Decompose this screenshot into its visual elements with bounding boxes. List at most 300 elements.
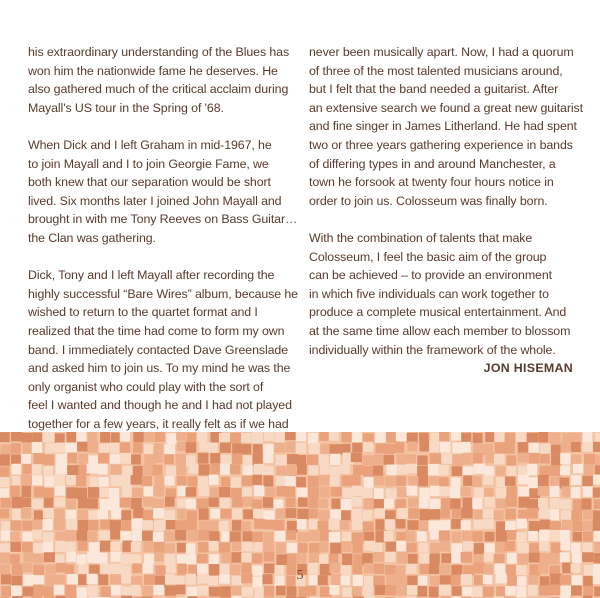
mosaic-tile: [142, 531, 153, 541]
mosaic-tile: [406, 530, 416, 541]
mosaic-tile: [241, 521, 251, 532]
mosaic-tile: [88, 432, 98, 443]
mosaic-tile: [274, 565, 284, 576]
mosaic-tile: [275, 432, 285, 442]
mosaic-tile: [384, 444, 395, 454]
mosaic-tile: [549, 553, 560, 564]
mosaic-tile: [329, 585, 339, 595]
mosaic-tile: [241, 574, 252, 584]
mosaic-tile: [473, 453, 483, 464]
mosaic-tile: [516, 519, 526, 529]
mosaic-tile: [120, 442, 130, 453]
mosaic-tile: [505, 509, 515, 520]
text-line: both knew that our separation would be short: [28, 175, 271, 190]
mosaic-tile: [285, 432, 296, 440]
text-line: Dick, Tony and I left Mayall after recording the: [28, 268, 275, 283]
mosaic-tile: [308, 476, 319, 487]
mosaic-tile: [33, 554, 43, 564]
mosaic-tile: [166, 433, 177, 444]
mosaic-tile: [373, 454, 384, 464]
mosaic-tile: [54, 475, 65, 486]
mosaic-tile: [143, 541, 153, 552]
mosaic-tile: [364, 477, 374, 488]
mosaic-tile: [550, 498, 560, 509]
mosaic-tile: [210, 509, 221, 519]
mosaic-tile: [385, 519, 395, 530]
mosaic-tile: [100, 564, 111, 575]
text-line: When Dick and I left Graham in mid-1967, he: [28, 137, 272, 152]
mosaic-tile: [593, 510, 600, 520]
mosaic-tile: [23, 587, 34, 597]
mosaic-tile: [78, 510, 89, 520]
mosaic-tile: [429, 442, 439, 452]
mosaic-tile: [594, 553, 600, 563]
mosaic-tile: [286, 530, 296, 540]
mosaic-tile: [67, 453, 77, 464]
mosaic-tile: [188, 476, 199, 486]
mosaic-tile: [517, 553, 528, 564]
mosaic-tile: [121, 574, 132, 584]
mosaic-tile: [197, 432, 208, 442]
mosaic-tile: [199, 520, 210, 531]
mosaic-tile: [484, 552, 494, 562]
mosaic-tile: [407, 442, 417, 452]
mosaic-tile: [417, 586, 427, 597]
mosaic-tile: [309, 530, 320, 541]
mosaic-tile: [285, 486, 295, 497]
mosaic-tile: [573, 532, 583, 542]
mosaic-tile: [430, 530, 440, 540]
mosaic-tile: [551, 455, 561, 466]
mosaic-tile: [210, 464, 220, 475]
mosaic-tile: [87, 586, 98, 597]
mosaic-tile: [131, 554, 141, 564]
mosaic-tile: [384, 499, 394, 509]
mosaic-tile: [254, 486, 264, 497]
mosaic-tile: [451, 543, 462, 553]
mosaic-tile: [308, 433, 318, 444]
mosaic-tile: [186, 487, 197, 497]
mosaic-tile: [308, 497, 318, 508]
mosaic-tile: [297, 519, 307, 529]
mosaic-tile: [329, 519, 340, 530]
mosaic-tile: [253, 576, 263, 587]
mosaic-tile: [66, 487, 77, 498]
mosaic-tile: [374, 508, 385, 518]
mosaic-tile: [87, 464, 98, 474]
mosaic-tile: [110, 520, 121, 530]
mosaic-tile: [297, 464, 307, 475]
mosaic-tile: [560, 541, 570, 551]
mosaic-tile: [54, 497, 65, 507]
mosaic-tile: [472, 476, 482, 487]
mosaic-tile: [461, 552, 472, 563]
mosaic-tile: [155, 552, 165, 562]
mosaic-tile: [89, 542, 100, 553]
mosaic-tile: [485, 432, 495, 442]
mosaic-tile: [572, 575, 582, 586]
mosaic-tile: [560, 552, 570, 562]
mosaic-tile: [285, 442, 295, 453]
mosaic-tile: [263, 453, 273, 463]
mosaic-tile: [407, 520, 418, 530]
mosaic-tile: [307, 586, 317, 596]
mosaic-tile: [264, 510, 275, 520]
mosaic-tile: [219, 564, 229, 574]
mosaic-tile: [318, 542, 328, 552]
mosaic-tile: [395, 499, 406, 509]
mosaic-tile: [164, 554, 175, 565]
mosaic-tile: [430, 432, 440, 443]
mosaic-tile: [188, 464, 198, 474]
mosaic-tile: [221, 552, 232, 563]
mosaic-tile: [452, 532, 462, 543]
mosaic-tile: [472, 531, 483, 542]
mosaic-tile: [474, 519, 484, 529]
mosaic-tile: [65, 585, 76, 596]
mosaic-tile: [309, 575, 319, 585]
mosaic-tile: [264, 432, 274, 441]
mosaic-tile: [276, 455, 287, 466]
mosaic-tile: [44, 488, 54, 499]
mosaic-tile: [243, 465, 253, 476]
mosaic-tile: [538, 486, 549, 496]
mosaic-tile: [165, 497, 175, 507]
mosaic-tile: [352, 564, 362, 574]
mosaic-tile: [584, 454, 595, 465]
mosaic-tile: [461, 487, 471, 497]
mosaic-tile: [209, 554, 219, 564]
mosaic-tile: [264, 564, 274, 574]
mosaic-tile: [319, 554, 329, 565]
mosaic-tile: [11, 443, 21, 453]
mosaic-tile: [177, 564, 187, 575]
mosaic-tile: [419, 442, 429, 452]
text-line: at the same time allow each member to blossom: [309, 323, 571, 338]
mosaic-tile: [517, 543, 528, 554]
mosaic-tile: [474, 543, 484, 554]
mosaic-tile: [187, 554, 197, 564]
mosaic-tile: [463, 466, 474, 476]
mosaic-tile: [582, 521, 592, 531]
mosaic-tile: [539, 541, 549, 551]
mosaic-tile: [286, 508, 297, 518]
mosaic-tile: [582, 498, 592, 509]
mosaic-tile: [571, 442, 581, 452]
mosaic-tile: [439, 585, 450, 596]
mosaic-tile: [10, 486, 20, 497]
mosaic-tile: [144, 487, 155, 497]
mosaic-tile: [120, 587, 131, 597]
mosaic-tile: [0, 466, 10, 476]
mosaic-tile: [406, 564, 416, 574]
mosaic-tile: [385, 552, 396, 562]
mosaic-tile: [45, 443, 56, 453]
mosaic-tile: [77, 442, 87, 452]
mosaic-tile: [407, 576, 418, 587]
mosaic-tile: [318, 499, 328, 509]
mosaic-tile: [386, 542, 397, 552]
mosaic-tile: [429, 586, 439, 597]
mosaic-tile: [120, 453, 131, 464]
mosaic-tile: [439, 477, 449, 488]
mosaic-tile: [45, 564, 55, 574]
mosaic-tile: [220, 464, 231, 475]
mosaic-tile: [208, 442, 218, 452]
mosaic-tile: [463, 541, 474, 551]
mosaic-tile: [1, 574, 11, 584]
mosaic-tile: [341, 432, 351, 442]
mosaic-tile: [144, 444, 155, 455]
mosaic-tile: [329, 563, 340, 574]
mosaic-tile: [529, 453, 540, 463]
mosaic-tile: [319, 475, 330, 485]
mosaic-tile: [98, 464, 108, 475]
mosaic-tile: [307, 455, 318, 465]
mosaic-tile: [22, 521, 33, 531]
mosaic-tile: [551, 444, 561, 454]
mosaic-tile: [219, 542, 230, 553]
mosaic-tile: [397, 465, 408, 475]
mosaic-tile: [408, 508, 419, 519]
mosaic-tile: [353, 465, 364, 475]
text-line: never been musically apart. Now, I had a quorum: [309, 45, 574, 59]
text-line: highly successful “Bare Wires” album, because he: [28, 286, 298, 301]
mosaic-tile: [10, 554, 20, 564]
mosaic-tile: [56, 454, 67, 465]
mosaic-tile: [364, 498, 374, 509]
mosaic-tile: [551, 543, 562, 554]
mosaic-tile: [572, 552, 582, 563]
mosaic-tile: [539, 466, 550, 477]
mosaic-tile: [187, 433, 198, 443]
mosaic-tile: [573, 464, 583, 474]
mosaic-tile: [253, 444, 263, 454]
mosaic-tile: [452, 509, 463, 519]
mosaic-tile: [593, 574, 600, 584]
mosaic-tile: [33, 453, 44, 464]
mosaic-tile: [144, 432, 154, 442]
mosaic-tile: [505, 433, 515, 444]
mosaic-tile: [550, 530, 560, 541]
mosaic-tile: [572, 521, 583, 531]
text-line: Mayall's US tour in the Spring of '68.: [28, 100, 224, 115]
mosaic-tile: [142, 520, 153, 530]
mosaic-tile: [155, 432, 165, 442]
mosaic-tile: [296, 553, 306, 563]
mosaic-tile: [153, 443, 163, 454]
mosaic-tile: [429, 509, 440, 519]
mosaic-tile: [386, 464, 397, 475]
mosaic-tile: [440, 508, 450, 519]
mosaic-tile: [55, 541, 65, 552]
mosaic-tile: [364, 563, 374, 573]
mosaic-tile: [32, 499, 43, 509]
mosaic-tile: [374, 564, 384, 574]
mosaic-tile: [363, 442, 374, 452]
mosaic-tile: [76, 488, 87, 499]
mosaic-tile: [495, 542, 506, 553]
mosaic-tile: [429, 476, 439, 486]
mosaic-tile: [197, 574, 208, 584]
mosaic-tile: [352, 432, 362, 443]
mosaic-tile: [131, 498, 142, 509]
mosaic-tile: [540, 444, 551, 455]
mosaic-tile: [76, 531, 87, 541]
mosaic-tile: [518, 442, 528, 453]
mosaic-tile: [342, 554, 352, 565]
mosaic-tile: [44, 454, 55, 465]
mosaic-tile: [462, 453, 472, 464]
mosaic-tile: [219, 487, 230, 497]
mosaic-tile: [516, 565, 526, 575]
mosaic-tile: [351, 475, 361, 485]
mosaic-tile: [505, 586, 516, 596]
mosaic-tile: [386, 575, 397, 585]
mosaic-tile: [319, 432, 329, 441]
mosaic-tile: [87, 531, 97, 542]
mosaic-tile: [209, 520, 220, 531]
mosaic-tile: [177, 442, 187, 452]
mosaic-tile: [571, 543, 581, 553]
mosaic-tile: [120, 432, 130, 442]
mosaic-tile: [406, 454, 416, 464]
mosaic-tile: [285, 476, 296, 487]
mosaic-tile: [430, 486, 440, 496]
mosaic-tile: [54, 585, 64, 595]
mosaic-tile: [296, 477, 306, 487]
mosaic-tile: [111, 432, 121, 442]
mosaic-tile: [165, 574, 175, 584]
mosaic-tile: [516, 587, 526, 597]
mosaic-tile: [186, 574, 196, 585]
mosaic-tile: [539, 585, 550, 595]
mosaic-tile: [352, 486, 362, 496]
mosaic-tile: [208, 576, 218, 586]
mosaic-tile: [66, 443, 77, 454]
mosaic-tile: [252, 553, 262, 563]
mosaic-tile: [330, 466, 340, 476]
mosaic-tile: [582, 476, 593, 486]
mosaic-tile: [571, 455, 581, 465]
mosaic-tile: [110, 574, 121, 584]
mosaic-tile: [131, 542, 141, 552]
mosaic-tile: [583, 586, 593, 596]
mosaic-tile: [177, 509, 187, 519]
mosaic-tile: [396, 432, 407, 441]
mosaic-tile: [99, 477, 109, 487]
mosaic-tile: [209, 475, 219, 485]
mosaic-tile: [396, 585, 407, 596]
mosaic-tile: [78, 520, 88, 531]
mosaic-tile: [23, 575, 34, 586]
mosaic-tile: [418, 476, 428, 486]
mosaic-tile: [164, 454, 174, 464]
mosaic-tile: [142, 586, 153, 597]
mosaic-tile: [450, 498, 461, 509]
mosaic-tile: [242, 487, 252, 497]
mosaic-tile: [110, 454, 121, 464]
mosaic-tile: [78, 564, 88, 574]
mosaic-tile: [461, 574, 472, 585]
mosaic-tile: [373, 576, 384, 587]
mosaic-tile: [241, 553, 252, 563]
mosaic-tile: [352, 586, 362, 596]
mosaic-tile: [506, 455, 516, 466]
text-line: an extensive search we found a great new guitarist: [309, 100, 583, 115]
mosaic-tile: [329, 432, 339, 441]
mosaic-tile: [451, 432, 461, 440]
mosaic-tile: [154, 520, 165, 531]
mosaic-tile: [419, 488, 429, 499]
mosaic-tile: [111, 585, 122, 595]
mosaic-tile: [153, 499, 164, 509]
mosaic-tile: [87, 442, 98, 453]
mosaic-tile: [430, 453, 441, 463]
text-line: but I felt that the band needed a guitarist. After: [309, 82, 559, 97]
mosaic-tile: [32, 520, 42, 530]
mosaic-tile: [452, 466, 462, 476]
mosaic-tile: [55, 486, 65, 496]
mosaic-tile: [342, 476, 353, 487]
mosaic-tile: [241, 444, 251, 455]
mosaic-tile: [11, 432, 22, 441]
mosaic-tile: [560, 575, 571, 585]
mosaic-tile: [155, 565, 166, 575]
mosaic-tile: [593, 488, 600, 498]
mosaic-tile: [506, 486, 516, 497]
mosaic-tile: [429, 499, 440, 510]
mosaic-tile: [363, 587, 373, 597]
mosaic-tile: [232, 444, 242, 455]
mosaic-tile: [243, 509, 254, 519]
mosaic-tile: [66, 499, 76, 509]
mosaic-tile: [540, 553, 551, 564]
mosaic-tile: [98, 553, 108, 564]
mosaic-tile: [451, 575, 461, 586]
mosaic-tile: [463, 475, 473, 486]
mosaic-tile: [549, 432, 560, 443]
mosaic-tile: [243, 531, 253, 541]
mosaic-tile: [76, 475, 86, 486]
mosaic-tile: [1, 531, 12, 541]
mosaic-tile: [253, 509, 264, 519]
mosaic-tile: [23, 443, 34, 454]
mosaic-tile: [32, 464, 42, 475]
mosaic-tile: [419, 433, 429, 443]
mosaic-tile: [187, 510, 197, 521]
mosaic-tile: [461, 442, 471, 453]
mosaic-tile: [33, 543, 43, 553]
mosaic-tile: [419, 553, 430, 563]
mosaic-tile: [507, 530, 517, 540]
mosaic-tile: [341, 576, 351, 586]
mosaic-tile: [419, 521, 429, 532]
mosaic-tile: [67, 432, 77, 443]
mosaic-tile: [529, 543, 540, 553]
mosaic-tile: [362, 487, 372, 498]
mosaic-tile: [419, 543, 429, 553]
mosaic-tile: [274, 499, 284, 509]
mosaic-tile: [374, 488, 384, 499]
mosaic-tile: [341, 510, 351, 520]
mosaic-tile: [121, 520, 132, 531]
mosaic-tile: [100, 519, 111, 529]
mosaic-tile: [583, 531, 593, 541]
mosaic-tile: [560, 499, 571, 509]
mosaic-tile: [253, 454, 263, 465]
mosaic-tile: [385, 476, 395, 486]
